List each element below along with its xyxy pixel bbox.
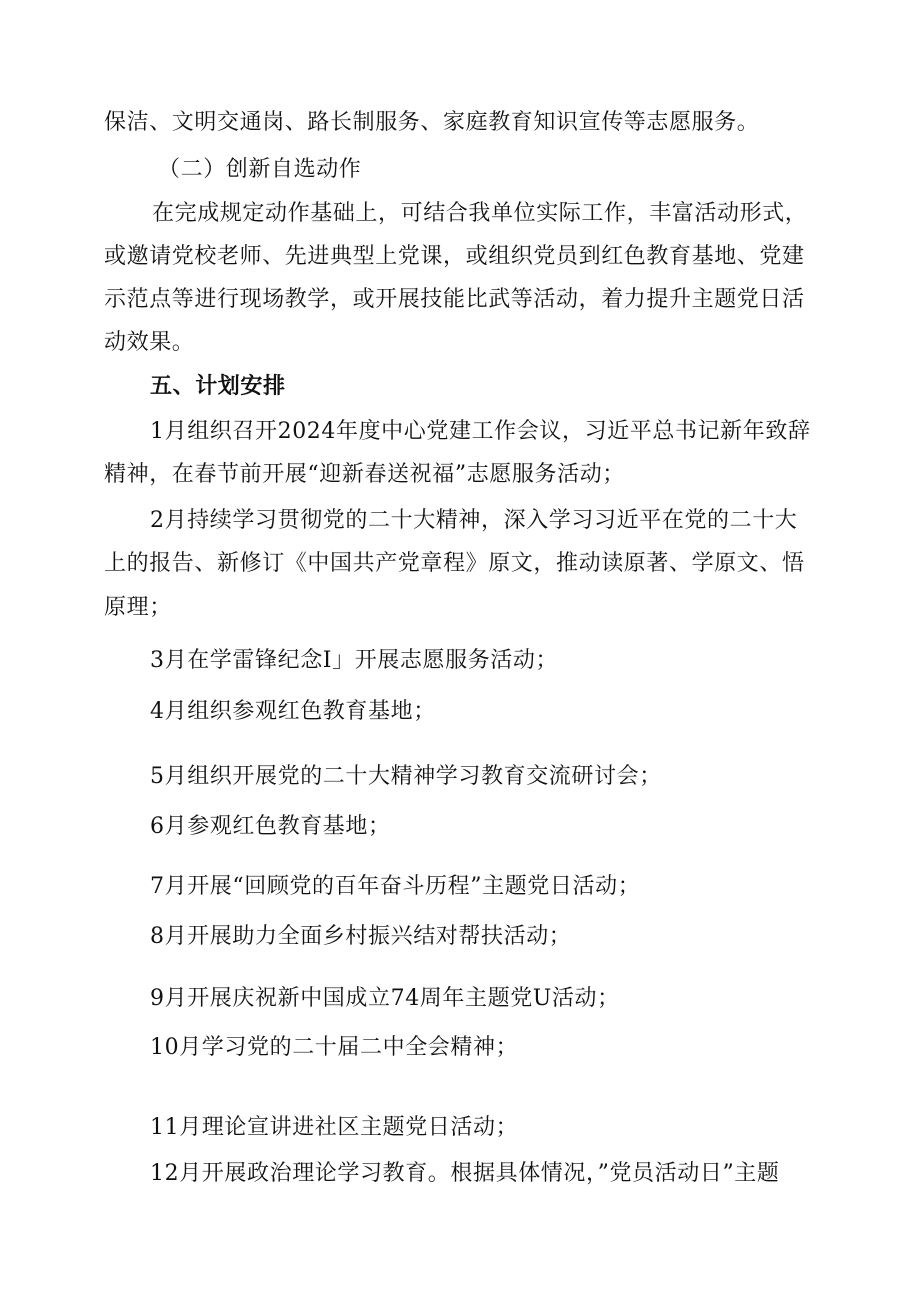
plan-item-line: 12月开展政治理论学习教育。根据具体情况，”党员活动日”主题: [150, 1161, 780, 1186]
plan-item-line: 精神，在春节前开展“迎新春送祝福”志愿服务活动；: [104, 462, 625, 487]
plan-item-line: 3月在学雷锋纪念I」开展志愿服务活动；: [150, 648, 559, 673]
paragraph-line: 在完成规定动作基础上，可结合我单位实际工作，丰富活动形式，: [152, 201, 808, 226]
plan-item-line: 5月组织开展党的二十大精神学习教育交流研讨会；: [150, 764, 662, 789]
plan-item-line: 7月开展“回顾党的百年奋斗历程”主题党日活动；: [150, 874, 641, 899]
plan-item-line: 2月持续学习贯彻党的二十大精神，深入学习习近平在党的二十大: [150, 508, 798, 533]
paragraph-line: 动效果。: [104, 330, 195, 355]
plan-item-line: 1月组织召开2024年度中心党建工作会议，习近平总书记新年致辞: [150, 419, 811, 444]
section-heading: 五、计划安排: [150, 374, 286, 399]
plan-item-line: 11月理论宣讲进社区主题党日活动；: [150, 1115, 519, 1140]
paragraph-line: 保洁、文明交通岗、路长制服务、家庭教育知识宣传等志愿服务。: [104, 110, 760, 135]
plan-item-line: 6月参观红色教育基地；: [150, 814, 391, 839]
paragraph-line: 示范点等进行现场教学，或开展技能比武等活动，着力提升主题党日活: [104, 287, 805, 312]
paragraph-line: 或邀请党校老师、先进典型上党课，或组织党员到红色教育基地、党建: [104, 244, 805, 269]
plan-item-line: 上的报告、新修订《中国共产党章程》原文，推动读原著、学原文、悟: [104, 551, 805, 576]
subsection-heading: （二）创新自选动作: [158, 157, 362, 182]
plan-item-line: 9月开展庆祝新中国成立74周年主题党U活动；: [150, 986, 620, 1011]
plan-item-line: 原理；: [104, 595, 172, 620]
plan-item-line: 8月开展助力全面乡村振兴结对帮扶活动；: [150, 924, 572, 949]
plan-item-line: 10月学习党的二十届二中全会精神；: [150, 1035, 519, 1060]
plan-item-line: 4月组织参观红色教育基地；: [150, 699, 436, 724]
